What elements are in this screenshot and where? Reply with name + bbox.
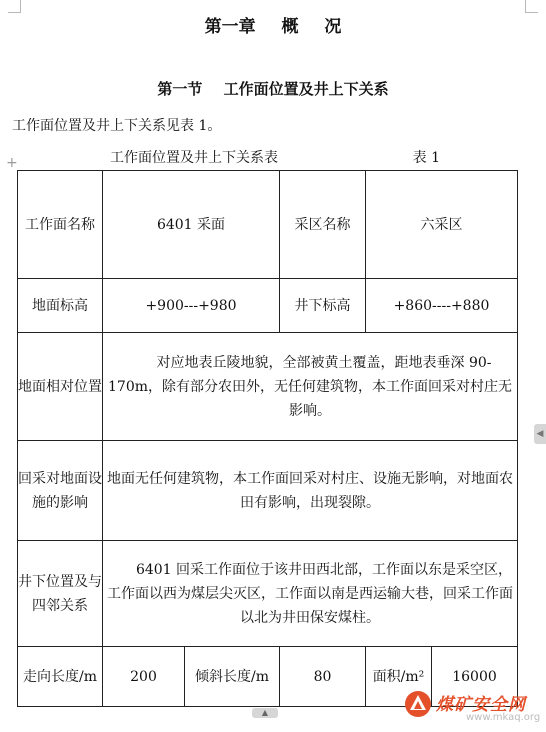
table-cell-value: +860----+880 [366, 279, 518, 333]
table-cell-label: 地面相对位置 [18, 333, 103, 441]
table-cell-label: 走向长度/m [18, 647, 103, 707]
table-cell-value: 200 [103, 647, 185, 707]
table-cell-value: 6401 采面 [103, 171, 280, 279]
table-row [18, 333, 518, 441]
table-cell-text [103, 541, 518, 647]
arrow-tab-icon[interactable]: ▲ [252, 708, 278, 718]
table-caption-title: 工作面位置及井上下关系表 [110, 150, 278, 166]
watermark-text: 煤矿安全网 [436, 695, 526, 715]
table-cell-label: 倾斜长度/m [185, 647, 280, 707]
table-cell-text [103, 441, 518, 541]
table-cell-label: 回采对地面设施的影响 [18, 441, 103, 541]
table-cell-label: 地面标高 [18, 279, 103, 333]
table-cell-label: 工作面名称 [18, 171, 103, 279]
table-cell-label: 井下标高 [280, 279, 366, 333]
arrow-tab-icon[interactable]: ◀ [534, 424, 546, 444]
table-cell-value: 80 [280, 647, 366, 707]
table-cell-label: 井下位置及与四邻关系 [18, 541, 103, 647]
section-heading [0, 78, 546, 99]
watermark-logo-icon [404, 690, 432, 718]
table-cell-value: 六采区 [366, 171, 518, 279]
section-title: 工作面位置及井上下关系 [223, 80, 389, 98]
table-caption-number: 表 1 [412, 150, 440, 166]
watermark [404, 688, 544, 728]
table-cell-paragraph: 地面无任何建筑物，本工作面回采对村庄、设施无影响，对地面农田有影响，出现裂隙。 [107, 470, 513, 511]
position-table [17, 170, 518, 707]
table-cell-text [103, 333, 518, 441]
table-cell-value: 16000 [432, 647, 518, 707]
table-row [18, 541, 518, 647]
table-row [18, 441, 518, 541]
table-cell-paragraph: 6401 回采工作面位于该井田西北部，工作面以东是采空区，工作面以西为煤层尖灭区，工作面以南是西运输大巷，回采工作面以北为井田保安煤柱。 [107, 561, 513, 626]
table-row [18, 279, 518, 333]
plus-icon[interactable]: + [6, 155, 18, 171]
chapter-number: 第一章 [204, 17, 256, 37]
chapter-heading [0, 12, 546, 37]
table-cell-label: 采区名称 [280, 171, 366, 279]
table-cell-paragraph: 对应地表丘陵地貌，全部被黄土覆盖，距地表垂深 90-170m，除有部分农田外，无任何建筑物，本工作面回采对村庄无影响。 [108, 354, 512, 419]
chapter-title-part: 况 [324, 17, 342, 37]
section-number: 第一节 [157, 80, 203, 98]
table-cell-label: 面积/m² [366, 647, 432, 707]
table-row [18, 171, 518, 279]
intro-paragraph: 工作面位置及井上下关系见表 1。 [12, 118, 222, 134]
watermark-url: www.mkaq.org [466, 712, 541, 723]
table-cell-value: +900---+980 [103, 279, 280, 333]
chapter-title-part: 概 [281, 17, 299, 37]
